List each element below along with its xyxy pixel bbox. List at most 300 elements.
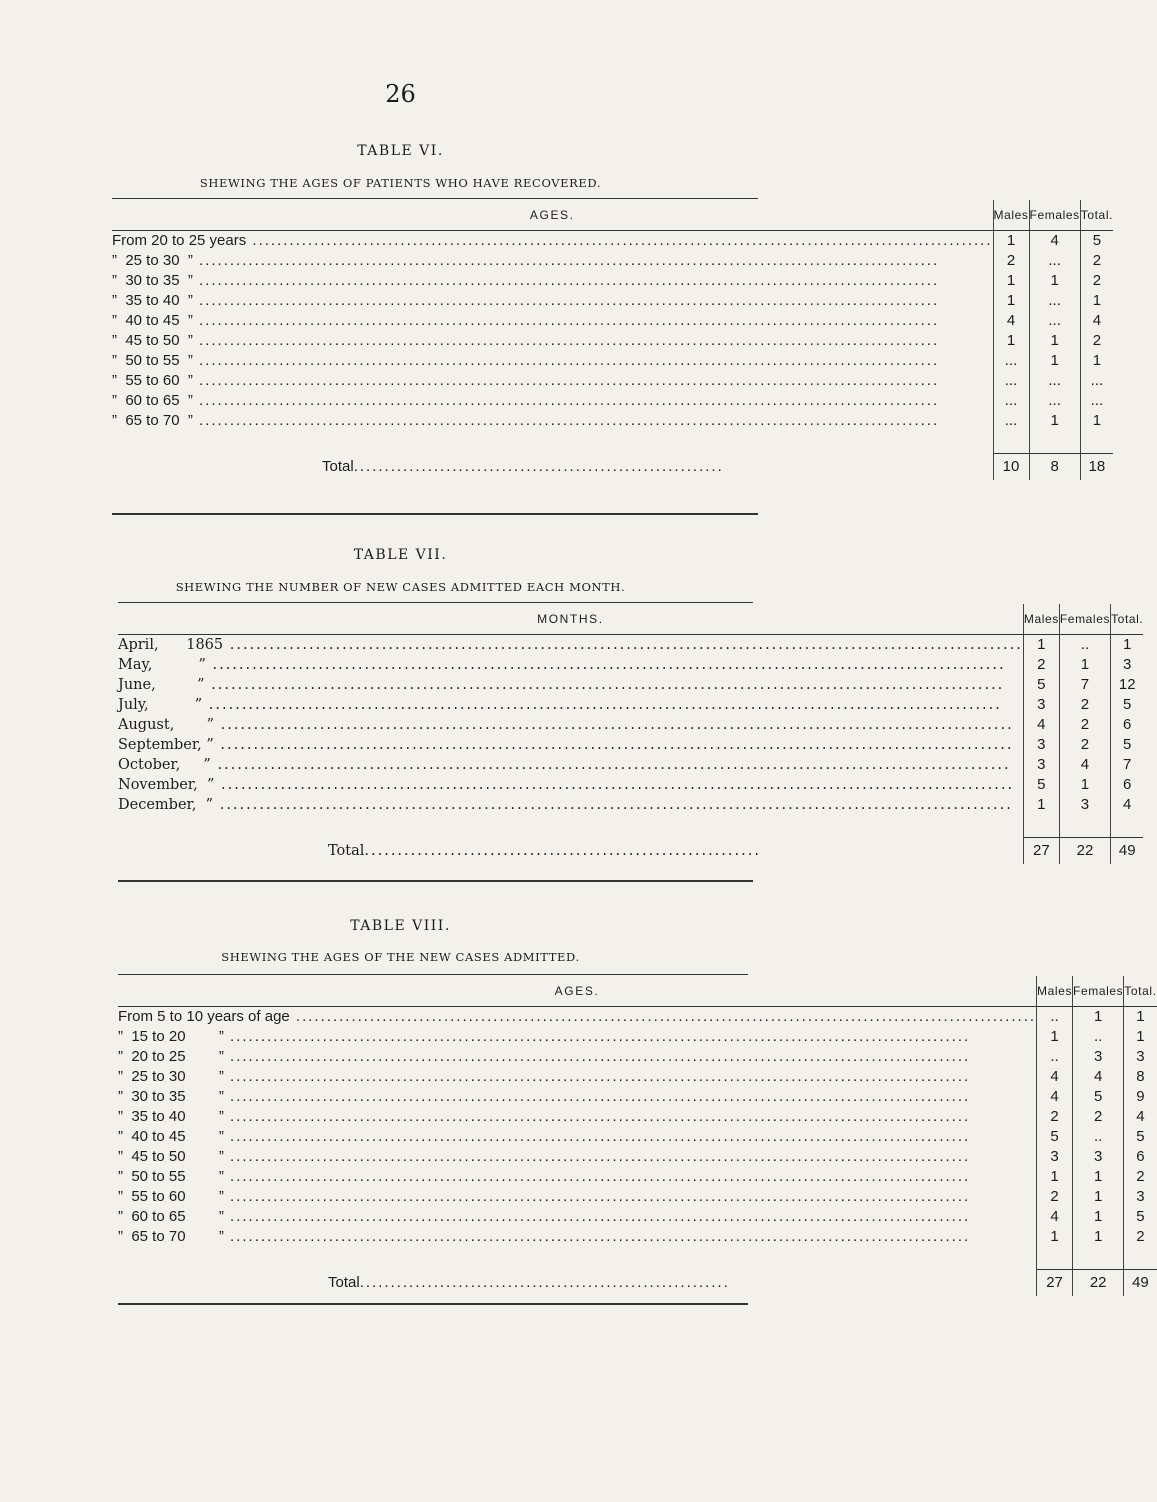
cell-total: 3 — [1124, 1047, 1157, 1067]
table7-bottom-rule — [118, 880, 753, 882]
dot-leader: ........................................................................................................................ — [213, 797, 1013, 813]
row-label: ” 40 to 45 ” — [118, 1128, 224, 1145]
cell-males: ... — [993, 391, 1029, 411]
cell-females: ... — [1029, 311, 1080, 331]
cell-females: 1 — [1073, 1007, 1124, 1028]
cell-females: .. — [1073, 1127, 1124, 1147]
row-label: ” 40 to 45 ” — [112, 312, 193, 329]
cell-males: 1 — [1023, 795, 1059, 815]
cell-total: 6 — [1111, 775, 1144, 795]
table-row — [118, 1127, 1157, 1147]
row-label-cell — [112, 291, 993, 311]
cell-total: 4 — [1111, 795, 1144, 815]
row-label-cell — [112, 311, 993, 331]
row-label-cell — [118, 1147, 1037, 1167]
cell-total: 2 — [1124, 1227, 1157, 1247]
cell-females: 7 — [1059, 675, 1110, 695]
table-row — [112, 331, 1113, 351]
row-label-cell — [118, 795, 1023, 815]
row-label-cell — [118, 1167, 1037, 1187]
cell-males: 3 — [1037, 1147, 1073, 1167]
total-females: 8 — [1029, 454, 1080, 481]
spacer-cell — [1023, 815, 1059, 838]
row-label-wrap — [112, 331, 993, 351]
cell-males: 4 — [993, 311, 1029, 331]
row-label: ” 15 to 20 ” — [118, 1028, 224, 1045]
row-label: August, ” — [118, 717, 214, 733]
row-label-cell — [118, 1107, 1037, 1127]
cell-males: 2 — [1037, 1107, 1073, 1127]
row-label-cell — [112, 351, 993, 371]
cell-males: ... — [993, 351, 1029, 371]
dot-leader: ........................................................................................................................ — [223, 1228, 971, 1245]
cell-males: 1 — [993, 231, 1029, 252]
cell-females: 1 — [1059, 655, 1110, 675]
cell-females: .. — [1059, 635, 1110, 656]
total-label-cell — [118, 838, 1023, 865]
table-row — [118, 1067, 1157, 1087]
dot-leader: ........................................................................................................................ — [246, 232, 993, 249]
cell-total: 5 — [1124, 1127, 1157, 1147]
cell-females: 1 — [1073, 1227, 1124, 1247]
row-label-cell — [112, 391, 993, 411]
table7-total-row — [118, 838, 1143, 865]
row-label: ” 60 to 65 ” — [118, 1208, 224, 1225]
table7-body — [118, 635, 1143, 865]
dot-leader: ........................................................................................................................ — [192, 412, 940, 429]
dot-leader: ........................................................................................................................ — [223, 1028, 971, 1045]
table-row — [118, 1207, 1157, 1227]
row-label-wrap — [118, 1187, 1036, 1207]
table-row — [118, 635, 1143, 656]
dot-leader: ........................................................................................................................ — [202, 697, 1002, 713]
cell-males: 3 — [1023, 755, 1059, 775]
row-label: ” 50 to 55 ” — [118, 1168, 224, 1185]
cell-males: .. — [1037, 1047, 1073, 1067]
spacer-cell — [1124, 1247, 1157, 1270]
dot-leader: ........................................................................................................................ — [192, 292, 940, 309]
total-label-cell — [118, 1270, 1037, 1297]
spacer-cell — [993, 431, 1029, 454]
spacer-row — [112, 431, 1113, 454]
table-row — [118, 715, 1143, 735]
spacer-row — [118, 1247, 1157, 1270]
dot-leader: ........................................................................................................................ — [223, 1068, 971, 1085]
table-row — [118, 1027, 1157, 1047]
total-males: 27 — [1023, 838, 1059, 865]
cell-total: 2 — [1080, 331, 1113, 351]
cell-females: 2 — [1073, 1107, 1124, 1127]
row-label: May, ” — [118, 657, 206, 673]
dot-leader: ........................................................................................................................ — [223, 1048, 971, 1065]
row-label: From 20 to 25 years — [112, 232, 247, 249]
cell-males: 3 — [1023, 735, 1059, 755]
dot-leader: ........................................................................................................................ — [192, 252, 940, 269]
dot-leader: ........................................................................................................................ — [223, 1148, 971, 1165]
table-row — [112, 251, 1113, 271]
table-row — [112, 351, 1113, 371]
total-total: 49 — [1111, 838, 1144, 865]
cell-males: 3 — [1023, 695, 1059, 715]
table7-title: TABLE VII. — [353, 547, 448, 563]
row-label-wrap — [112, 311, 993, 331]
table7-top-rule — [118, 602, 753, 603]
cell-total: 7 — [1111, 755, 1144, 775]
cell-total: 4 — [1080, 311, 1113, 331]
page-number: 26 — [385, 80, 416, 108]
row-label-cell — [112, 251, 993, 271]
cell-total: 4 — [1124, 1107, 1157, 1127]
cell-males: 1 — [1037, 1167, 1073, 1187]
row-label-wrap — [118, 1007, 1036, 1027]
cell-males: 1 — [993, 331, 1029, 351]
table8-header-females: Females — [1073, 976, 1124, 1007]
row-label-cell — [118, 1067, 1037, 1087]
cell-total: 8 — [1124, 1067, 1157, 1087]
row-label: July, ” — [118, 697, 203, 713]
cell-females: 1 — [1029, 271, 1080, 291]
table7 — [118, 604, 1143, 864]
row-label-wrap — [112, 411, 993, 431]
cell-total: 5 — [1111, 735, 1144, 755]
cell-total: 2 — [1124, 1167, 1157, 1187]
dot-leader: ........................................................................................................................ — [192, 392, 940, 409]
table7-header-males: Males — [1023, 604, 1059, 635]
table-row — [118, 1047, 1157, 1067]
row-label-cell — [118, 1127, 1037, 1147]
cell-females: 1 — [1029, 351, 1080, 371]
row-label: ” 65 to 70 ” — [118, 1228, 224, 1245]
spacer-cell — [1037, 1247, 1073, 1270]
cell-males: 4 — [1023, 715, 1059, 735]
row-label-wrap — [112, 271, 993, 291]
total-indent — [118, 841, 328, 861]
cell-females: 1 — [1073, 1207, 1124, 1227]
table7-header-row — [118, 604, 1143, 635]
row-label-wrap — [112, 251, 993, 271]
row-label-wrap — [118, 795, 1023, 815]
row-label-wrap — [118, 695, 1023, 715]
cell-females: 1 — [1073, 1187, 1124, 1207]
dot-leader: ........................................................................................................................ — [210, 757, 1011, 773]
row-label-wrap — [118, 675, 1023, 695]
row-label: ” 35 to 40 ” — [112, 292, 193, 309]
total-males: 10 — [993, 454, 1029, 481]
cell-total: 12 — [1111, 675, 1144, 695]
cell-total: 3 — [1111, 655, 1144, 675]
cell-total: 6 — [1124, 1147, 1157, 1167]
cell-total: 5 — [1080, 231, 1113, 252]
table-row — [118, 755, 1143, 775]
dot-leader: ........................................................................................................................ — [289, 1008, 1037, 1025]
cell-males: 2 — [993, 251, 1029, 271]
dot-leader: ........................................................................................................................ — [213, 737, 1014, 753]
row-label-wrap — [118, 1227, 1036, 1247]
cell-females: 4 — [1073, 1067, 1124, 1087]
cell-total: 1 — [1080, 351, 1113, 371]
cell-females: 4 — [1059, 755, 1110, 775]
spacer-cell — [1111, 815, 1144, 838]
row-label-cell — [118, 1047, 1037, 1067]
cell-females: 2 — [1059, 735, 1110, 755]
row-label-wrap — [118, 655, 1023, 675]
cell-total: 5 — [1124, 1207, 1157, 1227]
cell-females: .. — [1073, 1027, 1124, 1047]
cell-females: 3 — [1059, 795, 1110, 815]
row-label: September, ” — [118, 737, 214, 753]
row-label-cell — [118, 1227, 1037, 1247]
row-label-cell — [118, 1187, 1037, 1207]
table8-subtitle: SHEWING THE AGES OF THE NEW CASES ADMITTED. — [221, 950, 580, 964]
cell-females: ... — [1029, 291, 1080, 311]
row-label-wrap — [118, 1167, 1036, 1187]
table8-title: TABLE VIII. — [350, 918, 451, 934]
row-label: April, 1865 — [118, 637, 224, 653]
row-label-cell — [118, 655, 1023, 675]
row-label-wrap — [112, 351, 993, 371]
cell-females: 4 — [1029, 231, 1080, 252]
table8-bottom-rule — [118, 1303, 748, 1305]
row-label: ” 60 to 65 ” — [112, 392, 193, 409]
cell-males: 4 — [1037, 1207, 1073, 1227]
cell-females: 3 — [1073, 1147, 1124, 1167]
dot-leader: ........................................................................................................................ — [214, 717, 1014, 733]
dot-leader: ........................................................................................................................ — [223, 1088, 971, 1105]
cell-females: 1 — [1029, 331, 1080, 351]
table6 — [112, 200, 1113, 480]
cell-males: 5 — [1023, 675, 1059, 695]
row-label-wrap — [112, 371, 993, 391]
table7-header-label: MONTHS. — [118, 604, 1023, 635]
row-label: ” 65 to 70 ” — [112, 412, 193, 429]
table8-header-males: Males — [1037, 976, 1073, 1007]
row-label-cell — [118, 1087, 1037, 1107]
table6-body — [112, 231, 1113, 481]
cell-females: 1 — [1073, 1167, 1124, 1187]
table6-header-females: Females — [1029, 200, 1080, 231]
row-label-cell — [118, 635, 1023, 656]
row-label-wrap — [118, 1027, 1036, 1047]
row-label-cell — [112, 411, 993, 431]
table6-header-males: Males — [993, 200, 1029, 231]
total-indent — [112, 457, 322, 477]
table-row — [118, 1167, 1157, 1187]
row-label-wrap — [118, 1127, 1036, 1147]
row-label: ” 30 to 35 ” — [118, 1088, 224, 1105]
table-row — [112, 371, 1113, 391]
dot-leader: ........................................................................................................................ — [192, 372, 940, 389]
spacer-cell — [118, 815, 1023, 838]
row-label-wrap — [118, 715, 1023, 735]
dot-leader: ........................................................................................................................ — [192, 312, 940, 329]
row-label-cell — [118, 1007, 1037, 1028]
row-label: ” 20 to 25 ” — [118, 1048, 224, 1065]
cell-females: ... — [1029, 371, 1080, 391]
table-row — [118, 1227, 1157, 1247]
cell-males: 2 — [1023, 655, 1059, 675]
row-label-wrap — [112, 231, 993, 251]
cell-total: 9 — [1124, 1087, 1157, 1107]
row-label-wrap — [118, 735, 1023, 755]
spacer-cell — [1059, 815, 1110, 838]
cell-females: 2 — [1059, 695, 1110, 715]
cell-males: 4 — [1037, 1067, 1073, 1087]
row-label-cell — [118, 775, 1023, 795]
row-label: ” 50 to 55 ” — [112, 352, 193, 369]
cell-females: ... — [1029, 391, 1080, 411]
table-row — [118, 675, 1143, 695]
row-label: ” 35 to 40 ” — [118, 1108, 224, 1125]
row-label-wrap — [118, 755, 1023, 775]
cell-females: 1 — [1029, 411, 1080, 431]
cell-total: ... — [1080, 391, 1113, 411]
dot-leader: ............................................................ — [353, 457, 724, 475]
cell-females: ... — [1029, 251, 1080, 271]
cell-males: 2 — [1037, 1187, 1073, 1207]
table8 — [118, 976, 1157, 1296]
table6-title: TABLE VI. — [357, 143, 444, 159]
table-row — [112, 231, 1113, 252]
total-label-wrap — [112, 457, 987, 477]
table8-header-label: AGES. — [118, 976, 1037, 1007]
table-row — [118, 1107, 1157, 1127]
table6-total-row — [112, 454, 1113, 481]
table6-header-label: AGES. — [112, 200, 993, 231]
row-label-wrap — [118, 1047, 1036, 1067]
dot-leader: ............................................................ — [364, 842, 761, 859]
row-label-wrap — [118, 635, 1023, 655]
cell-males: ... — [993, 411, 1029, 431]
table6-header-row — [112, 200, 1113, 231]
row-label: ” 55 to 60 ” — [112, 372, 193, 389]
row-label: November, ” — [118, 777, 215, 793]
row-label: ” 25 to 30 ” — [112, 252, 193, 269]
table-row — [118, 1007, 1157, 1028]
cell-total: 2 — [1080, 251, 1113, 271]
total-label-wrap — [118, 1273, 1030, 1293]
cell-total: 1 — [1111, 635, 1144, 656]
row-label-cell — [118, 1207, 1037, 1227]
table6-top-rule — [112, 198, 758, 199]
table-row — [118, 695, 1143, 715]
cell-total: 1 — [1124, 1027, 1157, 1047]
total-females: 22 — [1073, 1270, 1124, 1297]
row-label-cell — [118, 695, 1023, 715]
dot-leader: ........................................................................................................................ — [223, 1128, 971, 1145]
table8-header-row — [118, 976, 1157, 1007]
row-label: October, ” — [118, 757, 211, 773]
row-label: ” 45 to 50 ” — [118, 1148, 224, 1165]
dot-leader: ........................................................................................................................ — [223, 1188, 971, 1205]
table-row — [118, 1147, 1157, 1167]
table8-body — [118, 1007, 1157, 1297]
cell-total: 2 — [1080, 271, 1113, 291]
row-label-wrap — [118, 775, 1023, 795]
cell-males: 1 — [993, 291, 1029, 311]
dot-leader: ............................................................ — [359, 1273, 730, 1291]
cell-males: 1 — [1037, 1227, 1073, 1247]
dot-leader: ........................................................................................................................ — [192, 272, 940, 289]
row-label-wrap — [118, 1207, 1036, 1227]
row-label-wrap — [112, 391, 993, 411]
total-females: 22 — [1059, 838, 1110, 865]
cell-males: 5 — [1037, 1127, 1073, 1147]
row-label-wrap — [118, 1107, 1036, 1127]
row-label-wrap — [118, 1067, 1036, 1087]
cell-total: 1 — [1124, 1007, 1157, 1028]
table-row — [112, 411, 1113, 431]
total-males: 27 — [1037, 1270, 1073, 1297]
row-label: June, ” — [118, 677, 205, 693]
table8-total-row — [118, 1270, 1157, 1297]
row-label-cell — [118, 755, 1023, 775]
table8-top-rule — [118, 974, 748, 975]
spacer-cell — [118, 1247, 1037, 1270]
row-label-cell — [118, 1027, 1037, 1047]
row-label-cell — [112, 331, 993, 351]
row-label-cell — [118, 715, 1023, 735]
total-total: 49 — [1124, 1270, 1157, 1297]
row-label-cell — [112, 371, 993, 391]
dot-leader: ........................................................................................................................ — [223, 1108, 971, 1125]
table-row — [118, 735, 1143, 755]
table6-subtitle: SHEWING THE AGES OF PATIENTS WHO HAVE RECOVERED. — [199, 176, 602, 190]
spacer-cell — [1029, 431, 1080, 454]
row-label: ” 30 to 35 ” — [112, 272, 193, 289]
table-row — [118, 1187, 1157, 1207]
total-label: Total — [328, 842, 365, 859]
table-row — [118, 655, 1143, 675]
row-label: December, ” — [118, 797, 214, 813]
table6-bottom-rule — [112, 513, 758, 515]
cell-total: 6 — [1111, 715, 1144, 735]
table6-header-total: Total. — [1080, 200, 1113, 231]
row-label-cell — [112, 231, 993, 252]
table7-header-females: Females — [1059, 604, 1110, 635]
table-row — [112, 271, 1113, 291]
dot-leader: ........................................................................................................................ — [223, 637, 1023, 653]
cell-total: 1 — [1080, 291, 1113, 311]
row-label: ” 25 to 30 ” — [118, 1068, 224, 1085]
cell-males: .. — [1037, 1007, 1073, 1028]
cell-total: 1 — [1080, 411, 1113, 431]
row-label-wrap — [112, 291, 993, 311]
dot-leader: ........................................................................................................................ — [223, 1208, 971, 1225]
cell-total: 3 — [1124, 1187, 1157, 1207]
cell-males: ... — [993, 371, 1029, 391]
spacer-cell — [1073, 1247, 1124, 1270]
row-label-wrap — [118, 1147, 1036, 1167]
cell-females: 1 — [1059, 775, 1110, 795]
cell-males: 1 — [1037, 1027, 1073, 1047]
cell-males: 4 — [1037, 1087, 1073, 1107]
total-label: Total — [322, 457, 354, 475]
table-row — [112, 391, 1113, 411]
total-label-cell — [112, 454, 993, 481]
spacer-row — [118, 815, 1143, 838]
dot-leader: ........................................................................................................................ — [205, 657, 1006, 673]
cell-males: 1 — [993, 271, 1029, 291]
cell-males: 5 — [1023, 775, 1059, 795]
table-row — [112, 311, 1113, 331]
total-total: 18 — [1080, 454, 1113, 481]
spacer-cell — [1080, 431, 1113, 454]
row-label-cell — [112, 271, 993, 291]
row-label-cell — [118, 735, 1023, 755]
table-row — [118, 795, 1143, 815]
cell-total: ... — [1080, 371, 1113, 391]
spacer-cell — [112, 431, 993, 454]
